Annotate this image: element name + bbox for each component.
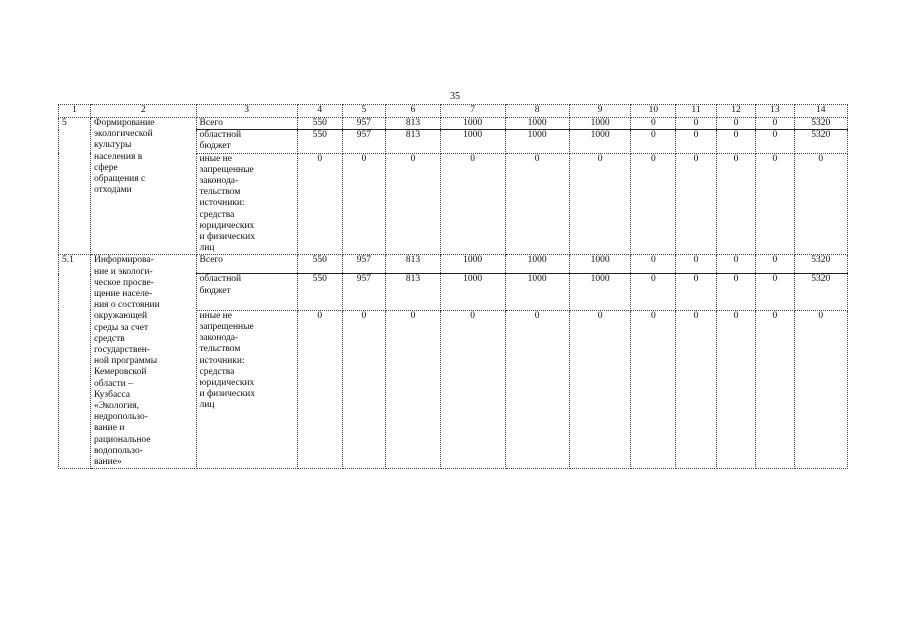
text-line: среды за счет [93,322,149,333]
value-cell: 0 [440,310,505,468]
value-cell: 0 [631,130,676,153]
value-cell: 0 [505,153,569,255]
value-cell: 0 [716,255,755,274]
value-cell: 0 [676,130,717,153]
text-line: ной программы [93,356,158,367]
text-line: Кузбасса [93,389,130,400]
value-cell: 0 [716,118,755,130]
text-line: средств [93,333,125,344]
value-cell: 957 [342,274,386,310]
column-number: 3 [196,105,297,118]
funding-source [196,130,297,153]
text-line: лиц [199,243,215,254]
value-cell: 1000 [569,118,631,130]
value-cell: 0 [505,310,569,468]
value-cell: 0 [756,255,794,274]
text-line: юридических [199,378,255,389]
value-cell: 1000 [440,255,505,274]
text-line: отходами [93,185,132,196]
value-cell: 5320 [794,118,847,130]
value-cell: 0 [342,310,386,468]
value-cell: 813 [386,130,440,153]
text-line: ния о состоянии [93,300,160,311]
column-number: 6 [386,105,440,118]
text-line: Информирова- [93,255,154,266]
text-line: государствен- [93,345,150,356]
column-number: 9 [569,105,631,118]
value-cell: 0 [386,310,440,468]
value-cell: 0 [794,153,847,255]
text-line: ческое просве- [93,277,154,288]
value-cell: 0 [716,130,755,153]
text-line: экологической [93,129,153,140]
text-line: юридических [199,220,255,231]
value-cell: 1000 [505,130,569,153]
value-cell: 5320 [794,130,847,153]
value-cell: 0 [676,118,717,130]
value-cell: 957 [342,255,386,274]
text-line: источники: [199,198,245,209]
value-cell: 5320 [794,274,847,310]
text-line: вание» [93,457,122,468]
column-number: 10 [631,105,676,118]
section-number: 5 [59,118,91,255]
value-cell: 5320 [794,255,847,274]
text-line: культуры [93,140,132,151]
text-line: средства [199,209,235,220]
funding-source [196,153,297,255]
value-cell: 0 [756,274,794,310]
value-cell: 0 [631,255,676,274]
text-line: запрещенные [199,164,254,175]
page-number: 35 [450,91,460,102]
text-line: бюджет [199,285,231,296]
text-line: недропользо- [93,412,148,423]
text-line: бюджет [199,141,231,152]
value-cell: 0 [676,255,717,274]
value-cell: 0 [794,310,847,468]
text-line: щение населе- [93,289,153,300]
text-line: вание и [93,423,125,434]
text-line: окружающей [93,311,148,322]
text-line: тельством [199,187,241,198]
funding-source [196,118,297,130]
text-line: областной [199,130,242,141]
value-cell: 0 [631,274,676,310]
value-cell: 0 [756,130,794,153]
value-cell: 0 [631,153,676,255]
value-cell: 1000 [569,274,631,310]
text-line: средства [199,366,235,377]
value-cell: 0 [569,310,631,468]
text-line: и физических [199,389,255,400]
value-cell: 0 [297,153,342,255]
column-number: 13 [756,105,794,118]
value-cell: 813 [386,255,440,274]
text-line: населения в [93,151,143,162]
measure-name [90,255,196,469]
value-cell: 1000 [505,274,569,310]
value-cell: 0 [756,310,794,468]
value-cell: 1000 [569,255,631,274]
text-line: областной [199,274,242,285]
funding-source [196,274,297,310]
value-cell: 0 [676,153,717,255]
measure-name [90,118,196,255]
value-cell: 1000 [440,130,505,153]
column-number: 11 [676,105,717,118]
value-cell: 957 [342,130,386,153]
value-cell: 550 [297,130,342,153]
value-cell: 550 [297,118,342,130]
value-cell: 1000 [569,130,631,153]
text-line: Всего [199,255,223,266]
table-row [59,255,848,274]
value-cell: 0 [440,153,505,255]
value-cell: 957 [342,118,386,130]
value-cell: 0 [386,153,440,255]
text-line: лиц [199,400,215,411]
column-number: 4 [297,105,342,118]
table-row [59,118,848,130]
value-cell: 0 [569,153,631,255]
column-number: 12 [716,105,755,118]
value-cell: 0 [676,274,717,310]
value-cell: 0 [676,310,717,468]
text-line: ние и экологи- [93,266,153,277]
text-line: Всего [199,118,223,128]
column-number: 5 [342,105,386,118]
value-cell: 0 [631,310,676,468]
value-cell: 0 [716,310,755,468]
value-cell: 1000 [505,255,569,274]
text-line: иные не [199,310,232,321]
value-cell: 0 [631,118,676,130]
column-number: 7 [440,105,505,118]
value-cell: 550 [297,274,342,310]
value-cell: 0 [756,153,794,255]
column-number: 14 [794,105,847,118]
value-cell: 1000 [440,274,505,310]
column-number-row [59,105,848,118]
text-line: запрещенные [199,322,254,333]
value-cell: 0 [756,118,794,130]
section-number: 5.1 [59,255,91,469]
text-line: источники: [199,355,245,366]
text-line: Формирование [93,118,155,128]
text-line: рациональное [93,434,151,445]
text-line: иные не [199,153,232,164]
text-line: области – [93,378,133,389]
value-cell: 0 [297,310,342,468]
text-line: Кемеровской [93,367,147,378]
text-line: сфере [93,162,118,173]
column-number: 2 [90,105,196,118]
funding-source [196,310,297,468]
text-line: «Экология, [93,401,139,412]
value-cell: 0 [716,274,755,310]
funding-table [58,104,848,469]
column-number: 8 [505,105,569,118]
value-cell: 550 [297,255,342,274]
value-cell: 1000 [505,118,569,130]
text-line: законода- [199,176,239,187]
value-cell: 0 [342,153,386,255]
value-cell: 0 [716,153,755,255]
value-cell: 813 [386,118,440,130]
text-line: тельством [199,344,241,355]
value-cell: 813 [386,274,440,310]
column-number: 1 [59,105,91,118]
text-line: обращения с [93,174,146,185]
text-line: водопользо- [93,445,143,456]
funding-source [196,255,297,274]
text-line: законода- [199,333,239,344]
value-cell: 1000 [440,118,505,130]
text-line: и физических [199,232,255,243]
